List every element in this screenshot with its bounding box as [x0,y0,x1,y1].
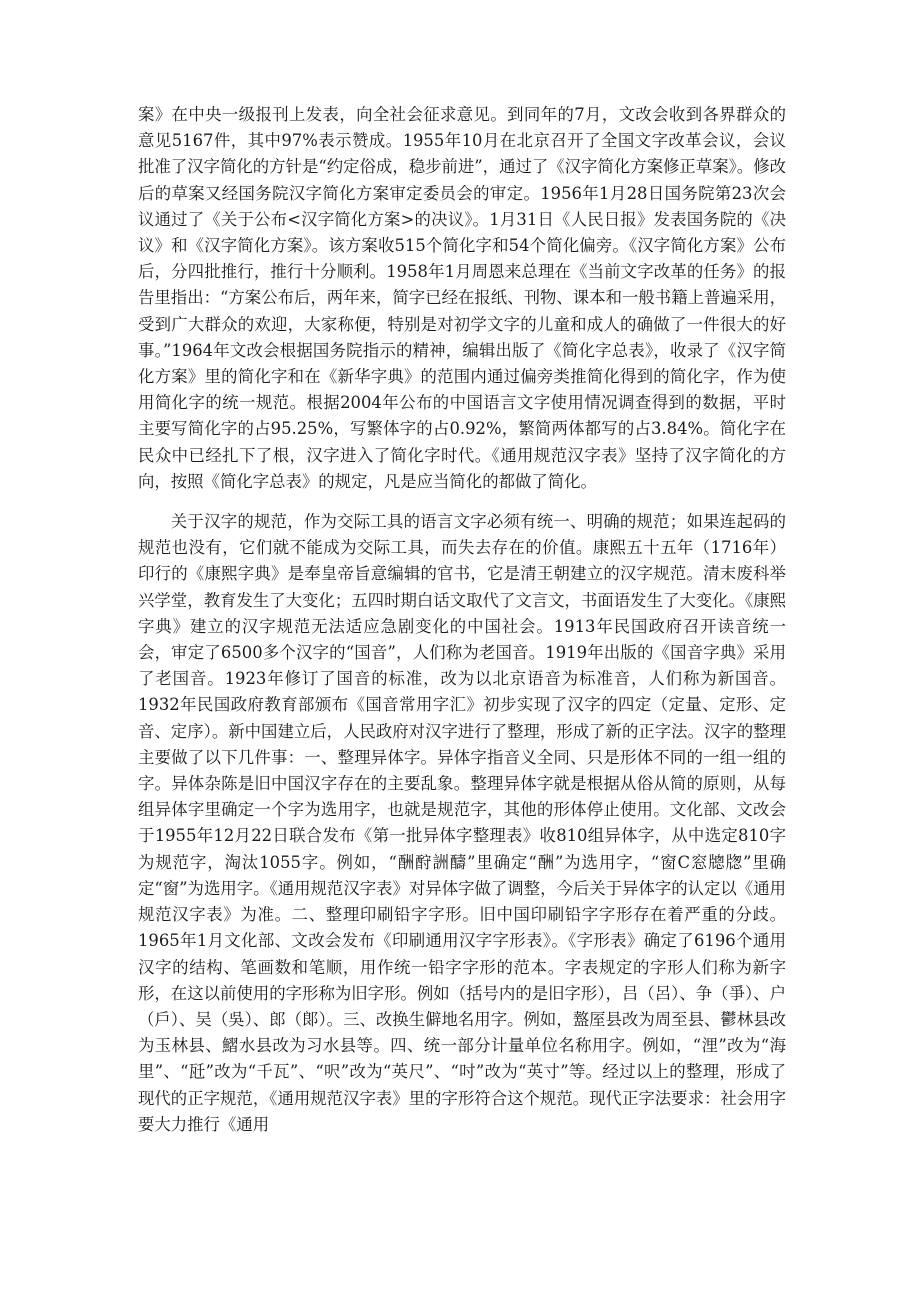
document-body [138,102,786,1138]
paragraph-simplification-history: 案》在中央一级报刊上发表，向全社会征求意见。到同年的7月，文改会收到各界群众的意见5167件，其中97%表示赞成。1955年10月在北京召开了全国文字改革会议，会议批准了汉字简化的方针是“约定俗成，稳步前进”，通过了《汉字简化方案修正草案》。修改后的草案又经国务院汉字简化方案审定委员会的审定。1956年1月28日国务院第23次会议通过了《关于公布<汉字简化方案>的决议》。1月31日《人民日报》发表国务院的《决议》和《汉字简化方案》。该方案收515个简化字和54个简化偏旁。《汉字简化方案》公布后，分四批推行，推行十分顺利。1958年1月周恩来总理在《当前文字改革的任务》的报告里指出：“方案公布后，两年来，简字已经在报纸、刊物、课本和一般书籍上普遍采用，受到广大群众的欢迎，大家称便，特别是对初学文字的儿童和成人的确做了一件很大的好事。”1964年文改会根据国务院指示的精神，编辑出版了《简化字总表》，收录了《汉字简化方案》里的简化字和在《新华字典》的范围内通过偏旁类推简化得到的简化字，作为使用简化字的统一规范。根据2004年公布的中国语言文字使用情况调查得到的数据，平时主要写简化字的占95.25%，写繁体字的占0.92%，繁简两体都写的占3.84%。简化字在民众中已经扎下了根，汉字进入了简化字时代。《通用规范汉字表》坚持了汉字简化的方向，按照《简化字总表》的规定，凡是应当简化的都做了简化。 [138,105,786,491]
paragraph-character-standardization: 关于汉字的规范，作为交际工具的语言文字必须有统一、明确的规范；如果连起码的规范也没有，它们就不能成为交际工具，而失去存在的价值。康熙五十五年（1716年）印行的《康熙字典》是奉皇帝旨意编辑的官书，它是清王朝建立的汉字规范。清末废科举兴学堂，教育发生了大变化；五四时期白话文取代了文言文，书面语发生了大变化。《康熙字典》建立的汉字规范无法适应急剧变化的中国社会。1913年民国政府召开读音统一会，审定了6500多个汉字的“国音”，人们称为老国音。1919年出版的《国音字典》采用了老国音。1923年修订了国音的标准，改为以北京语音为标准音，人们称为新国音。1932年民国政府教育部颁布《国音常用字汇》初步实现了汉字的四定（定量、定形、定音、定序）。新中国建立后，人民政府对汉字进行了整理，形成了新的正字法。汉字的整理主要做了以下几件事：一、整理异体字。异体字指音义全同、只是形体不同的一组一组的字。异体杂陈是旧中国汉字存在的主要乱象。整理异体字就是根据从俗从简的原则，从每组异体字里确定一个字为选用字，也就是规范字，其他的形体停止使用。文化部、文改会于1955年12月22日联合发布《第一批异体字整理表》收810组异体字，从中选定810字为规范字，淘汰1055字。例如，“酬酧詶醻”里确定“酬”为选用字，“窗C窓牕牎”里确定“窗”为选用字。《通用规范汉字表》对异体字做了调整，今后关于异体字的认定以《通用规范汉字表》为准。二、整理印刷铅字字形。旧中国印刷铅字字形存在着严重的分歧。1965年1月文化部、文改会发布《印刷通用汉字字形表》。《字形表》确定了6196个通用汉字的结构、笔画数和笔顺，用作统一铅字字形的范本。字表规定的字形人们称为新字形，在这以前使用的字形称为旧字形。例如（括号内的是旧字形），吕（呂）、争（爭）、户（戶）、吴（吳）、郎（郞）。三、改换生僻地名用字。例如，盩厔县改为周至县、鬱林县改为玉林县、鰼水县改为习水县等。四、统一部分计量单位名称用字。例如，“浬”改为“海里”、“瓩”改为“千瓦”、“呎”改为“英尺”、“吋”改为“英寸”等。经过以上的整理，形成了现代的正字规范，《通用规范汉字表》里的字形符合这个规范。现代正字法要求：社会用字要大力推行《通用 [138,512,786,1134]
